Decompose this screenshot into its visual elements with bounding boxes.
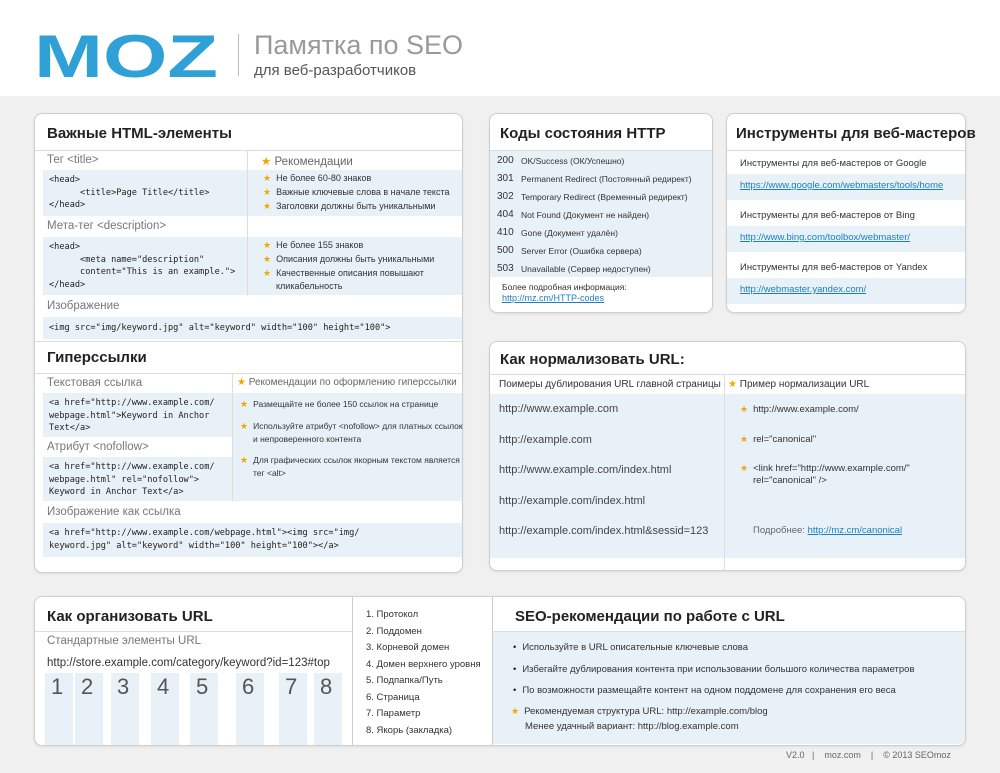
http-code: 503 [497, 263, 514, 274]
image-link-code: <a href="http://www.example.com/webpage.html"><img src="img/ keyword.jpg" alt="keyword" width="100" height="100"></a> [43, 523, 462, 557]
header [0, 0, 1000, 96]
http-code: 404 [497, 209, 514, 220]
canonical-link[interactable]: http://mz.cm/canonical [807, 525, 903, 536]
image-label: Изображение [47, 300, 120, 312]
std-label: Стандартные элементы URL [47, 635, 202, 647]
seo-rec-1: • Используйте в URL описательные ключевые слова [513, 642, 748, 653]
html-elements-card [34, 113, 463, 573]
url-part: 6. Страница [366, 691, 420, 703]
dup-url: http://example.com/index.html [499, 494, 646, 507]
normalize-url-card [489, 341, 966, 571]
meta-rec-2: ★ Описания должны быть уникальными [263, 253, 434, 267]
image-link-label: Изображение как ссылка [47, 506, 181, 518]
title-rec-2: ★ Важные ключевые слова в начале текста [263, 186, 450, 200]
dup-url: http://example.com [499, 433, 592, 446]
nofollow-code: <a href="http://www.example.com/ webpage.html" rel="nofollow"> Keyword in Anchor Text</a> [43, 457, 232, 501]
norm-example-3: ★ <link href="http://www.example.com/" [740, 462, 910, 476]
meta-rec-3-cont: кликабельность [276, 281, 343, 291]
link-rec-3-cont: тег <alt> [253, 468, 286, 478]
link-rec-2: ★ Используйте атрибут <nofollow> для платных ссылок [240, 420, 463, 434]
svg-text:MOZ: MOZ [34, 30, 218, 82]
url-part: 1. Протокол [366, 609, 419, 620]
http-title: Коды состояния HTTP [500, 125, 666, 142]
url-part: 2. Поддомен [366, 625, 422, 637]
url-number: 5 [196, 674, 209, 699]
http-codes-link[interactable]: http://mz.cm/HTTP-codes [502, 293, 605, 303]
link-rec-2-cont: и непроверенного контента [253, 434, 362, 444]
meta-code: <head> <meta name="description" content="This is an example."> </head> [43, 237, 247, 295]
dup-url: http://www.example.com/index.html [499, 464, 672, 476]
http-more: Более подробная информация: [502, 282, 627, 292]
url-card [34, 596, 966, 746]
footer-site[interactable]: moz.com [824, 750, 861, 760]
tool-name: Инструменты для веб-мастеров от Yandex [740, 262, 928, 273]
html-elements-title: Важные HTML-элементы [47, 125, 232, 142]
dup-label: Поимеры дублирования URL главной страницы [499, 379, 721, 390]
page-subtitle: для веб-разработчиков [254, 62, 417, 79]
http-code: 410 [497, 227, 514, 238]
http-code-desc: Temporary Redirect (Временный редирект) [521, 192, 688, 202]
header-divider [238, 34, 239, 76]
example-label: ★ Пример нормализации URL [728, 379, 870, 390]
text-link-label: Текстовая ссылка [47, 377, 143, 389]
tool-link[interactable]: http://webmaster.yandex.com/ [740, 284, 867, 295]
dup-url: http://example.com/index.html&sessid=123 [499, 525, 709, 537]
seo-rec-3: • По возможности размещайте контент на одном поддомене для сохранения его веса [513, 685, 896, 696]
seo-struct: ★ Рекомендуемая структура URL: http://example.com/blog [511, 705, 768, 719]
http-code-desc: Gone (Документ удалён) [521, 228, 618, 238]
tool-link[interactable]: https://www.google.com/webmasters/tools/home [740, 180, 944, 191]
norm-more: Подробнее: http://mz.cm/canonical [753, 525, 903, 536]
url-number: 7 [285, 674, 298, 699]
norm-example-3-cont: rel="canonical" /> [753, 475, 827, 486]
tool-name: Инструменты для веб-мастеров от Google [740, 158, 927, 169]
http-code-desc: Not Found (Документ не найден) [521, 210, 650, 220]
http-code: 301 [497, 173, 514, 184]
webmaster-tools-card [726, 113, 976, 313]
footer-copyright: © 2013 SEOmoz [883, 750, 951, 760]
seo-rec-2: • Избегайте дублирования контента при использовании большого количества параметров [513, 664, 915, 675]
url-number: 2 [81, 674, 94, 699]
image-code: <img src="img/keyword.jpg" alt="keyword" width="100" height="100"> [43, 317, 462, 339]
tool-name: Инструменты для веб-мастеров от Bing [740, 210, 915, 221]
title-rec-1: ★ Не более 60-80 знаков [263, 172, 371, 186]
url-title: Как организовать URL [47, 608, 213, 625]
http-code-desc: OK/Success (ОК/Успешно) [521, 156, 625, 166]
dup-url: http://www.example.com [499, 403, 619, 415]
url-part: 7. Параметр [366, 708, 421, 719]
normalize-title: Как нормализовать URL: [500, 351, 685, 368]
footer: V2.0 | moz.com | © 2013 SEOmoz [786, 750, 951, 760]
tools-title: Инструменты для веб-мастеров [736, 125, 976, 142]
recs-label: ★ Рекомендации [261, 156, 353, 168]
links-title: Гиперссылки [47, 349, 147, 366]
link-rec-3: ★ Для графических ссылок якорным текстом является [240, 454, 460, 468]
url-number: 8 [320, 674, 333, 699]
tool-link[interactable]: http://www.bing.com/toolbox/webmaster/ [740, 232, 911, 243]
http-code-desc: Server Error (Ошибка сервера) [521, 246, 642, 256]
url-number: 4 [157, 674, 170, 699]
page-title: Памятка по SEO [254, 30, 464, 60]
meta-rec-3: ★ Качественные описания повышают [263, 267, 424, 281]
url-part: 8. Якорь (закладка) [366, 724, 453, 736]
url-number: 3 [117, 674, 130, 699]
link-recs-label: ★ Рекомендации по оформлению гиперссылки [237, 377, 457, 388]
link-rec-1: ★ Размещайте не более 150 ссылок на странице [240, 398, 438, 412]
norm-example-1: ★ http://www.example.com/ [740, 403, 859, 417]
http-codes-card [489, 113, 713, 313]
url-example: http://store.example.com/category/keyword?id=123#top [47, 657, 330, 669]
http-code-desc: Unavailable (Сервер недоступен) [521, 264, 651, 274]
meta-rec-1: ★ Не более 155 знаков [263, 239, 363, 253]
http-code: 302 [497, 191, 514, 202]
moz-logo [34, 30, 218, 82]
title-tag-label: Тег <title> [47, 154, 99, 166]
nofollow-label: Атрибут <nofollow> [47, 441, 149, 453]
url-number: 6 [242, 674, 255, 699]
http-code-desc: Permanent Redirect (Постоянный редирект) [521, 174, 692, 184]
text-link-code: <a href="http://www.example.com/ webpage.html">Keyword in Anchor Text</a> [43, 393, 232, 437]
http-code: 200 [497, 155, 514, 166]
meta-label: Мета-тег <description> [47, 220, 167, 232]
seo-worse: Менее удачный вариант: http://blog.example.com [525, 721, 739, 732]
http-code: 500 [497, 245, 514, 256]
title-rec-3: ★ Заголовки должны быть уникальными [263, 200, 435, 214]
url-part: 3. Корневой домен [366, 642, 450, 653]
url-part: 5. Подпапка/Путь [366, 675, 443, 686]
title-code: <head> <title>Page Title</title> </head> [43, 170, 247, 216]
url-part: 4. Домен верхнего уровня [366, 658, 481, 670]
footer-version: V2.0 [786, 750, 805, 760]
seo-title: SEO-рекомендации по работе с URL [515, 608, 785, 625]
norm-example-2: ★ rel="canonical" [740, 433, 816, 447]
url-number: 1 [51, 674, 64, 699]
